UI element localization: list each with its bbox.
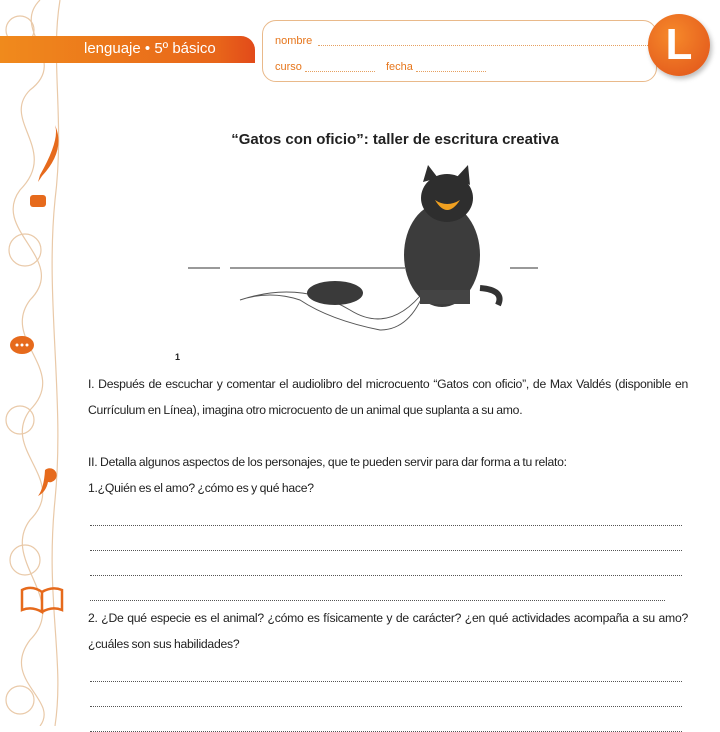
section-1-instructions: I. Después de escuchar y comentar el audiolibro del microcuento “Gatos con oficio”, de Max Valdés (disponible en Currículum en Línea), imagina otro microcuento de un animal que suplanta a su amo. bbox=[88, 377, 688, 417]
cat-illustration bbox=[180, 160, 550, 340]
answer-line[interactable] bbox=[90, 682, 682, 707]
page-title: “Gatos con oficio”: taller de escritura creativa bbox=[231, 131, 559, 148]
lenguaje-logo: L bbox=[648, 14, 710, 76]
subject-band bbox=[0, 36, 255, 63]
fecha-field[interactable] bbox=[416, 71, 486, 72]
answer-line[interactable] bbox=[90, 707, 682, 732]
curso-field[interactable] bbox=[305, 71, 375, 72]
section-2-instructions: II. Detalla algunos aspectos de los personajes, que te pueden servir para dar forma a tu relato: bbox=[88, 455, 567, 469]
question-1: 1.¿Quién es el amo? ¿cómo es y qué hace? bbox=[88, 481, 314, 495]
worksheet-body bbox=[88, 371, 688, 732]
subject-label: lenguaje bbox=[84, 40, 141, 57]
answer-line[interactable] bbox=[90, 551, 682, 576]
book-icon bbox=[22, 588, 62, 612]
decorative-margin bbox=[0, 0, 80, 726]
answer-line[interactable] bbox=[90, 501, 682, 526]
quill-icon bbox=[38, 125, 58, 182]
nombre-label: nombre bbox=[275, 35, 313, 47]
question-2: 2. ¿De qué especie es el animal? ¿cómo es físicamente y de carácter? ¿en qué actividades acompaña a su amo? ¿cuáles son sus habilidades? bbox=[88, 611, 688, 651]
answer-line[interactable] bbox=[90, 657, 682, 682]
bullet: • bbox=[144, 40, 151, 57]
footnote-ref: 1 bbox=[175, 352, 181, 362]
nombre-field[interactable] bbox=[318, 45, 648, 46]
answer-line[interactable] bbox=[90, 576, 665, 601]
speech-bubble-icon bbox=[10, 336, 34, 354]
student-info-box bbox=[262, 20, 657, 82]
grade-label: 5º básico bbox=[154, 40, 216, 57]
fecha-label: fecha bbox=[386, 61, 413, 73]
answer-line[interactable] bbox=[90, 526, 682, 551]
spacer bbox=[88, 423, 688, 449]
curso-label: curso bbox=[275, 61, 302, 73]
inkwell-icon bbox=[30, 195, 46, 207]
